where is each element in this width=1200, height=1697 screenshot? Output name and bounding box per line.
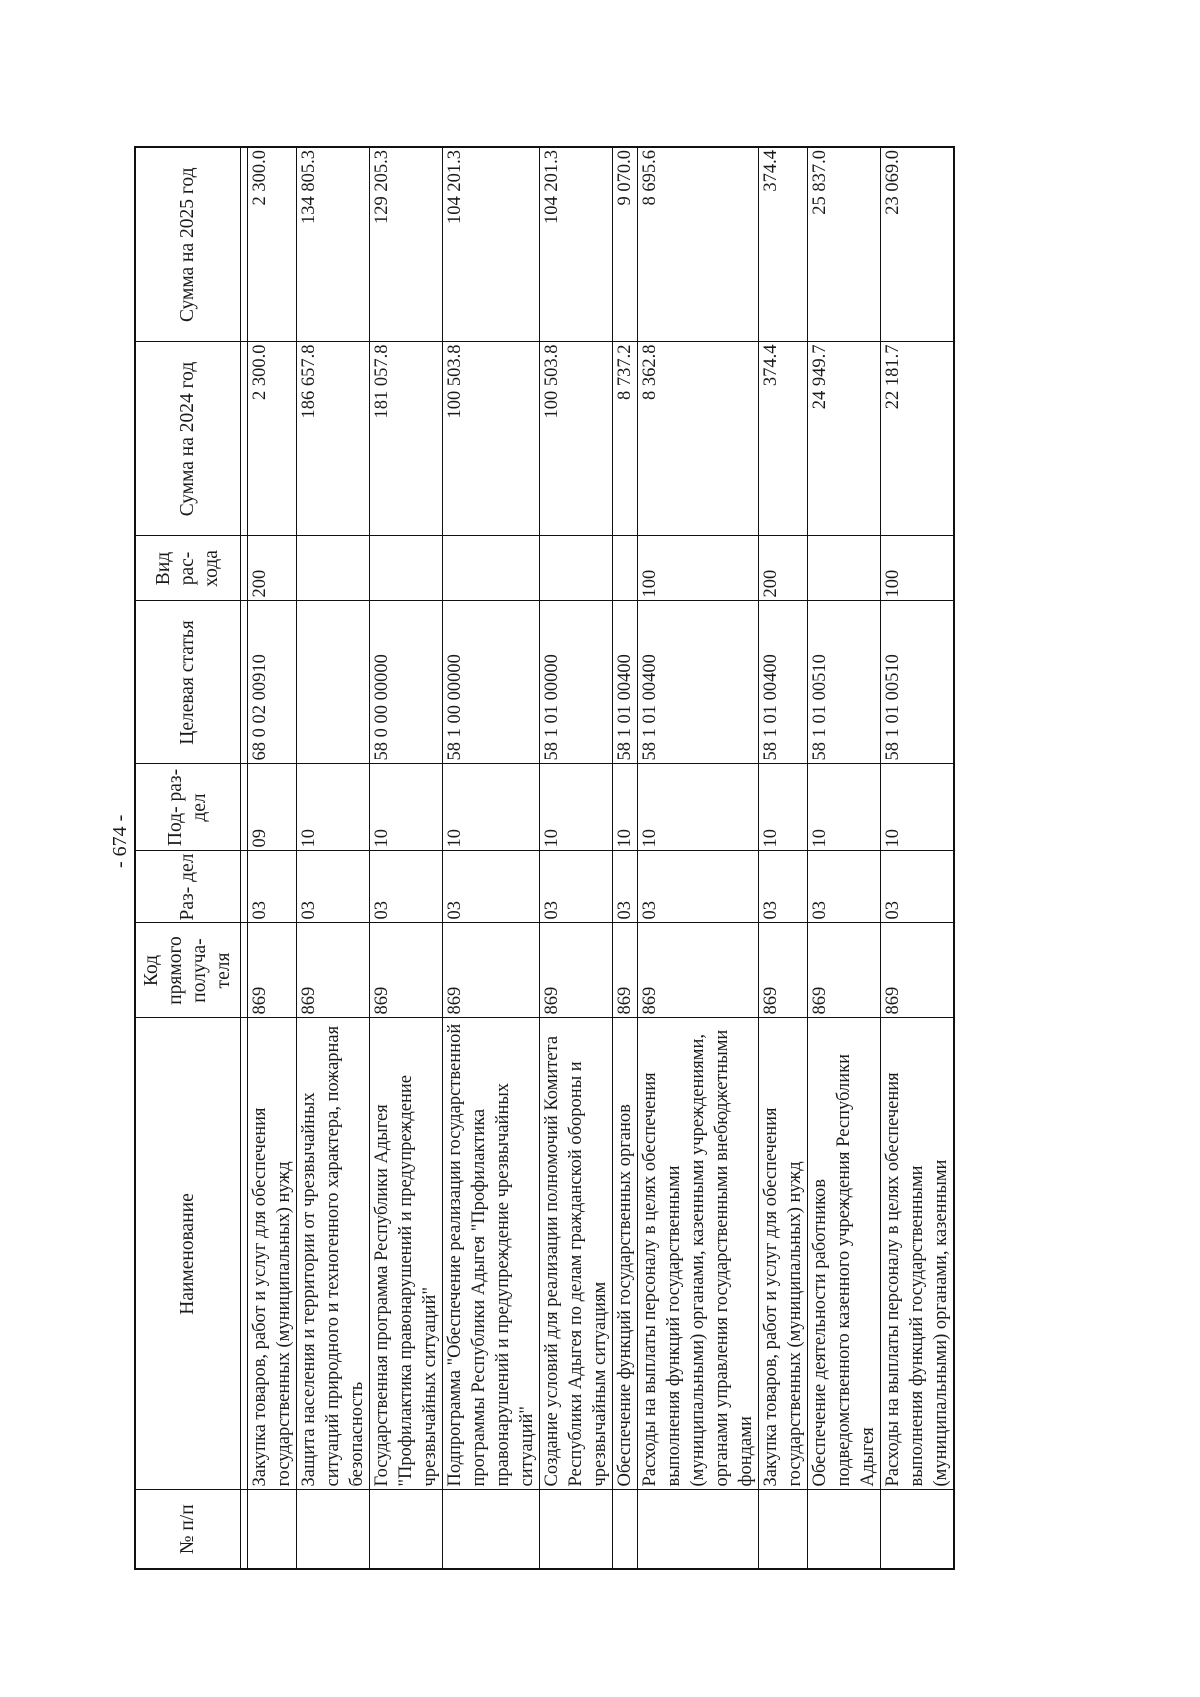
table-header-row [135, 147, 241, 1569]
header-recipient-code: Код прямого получа- теля [135, 923, 241, 1018]
cell-sum-2025: 2 300.0 [248, 147, 297, 342]
header-sum-2025: Сумма на 2025 год [135, 147, 241, 342]
cell-sum-2024: 2 300.0 [248, 342, 297, 536]
cell-expense-type: 200 [759, 536, 808, 601]
cell-no [297, 1490, 370, 1569]
cell-subsection: 10 [297, 764, 370, 851]
header-name: Наименование [135, 1018, 241, 1490]
cell-name: Защита населения и территории от чрезвычайных ситуаций природного и техногенного характера, пожарная безопасность [297, 1018, 370, 1490]
rotated-page-content [134, 148, 1034, 1570]
cell-no [638, 1490, 759, 1569]
cell-subsection: 10 [443, 764, 540, 851]
header-section: Раз- дел [135, 851, 241, 923]
header-sum-2024: Сумма на 2024 год [135, 342, 241, 536]
cell-no [759, 1490, 808, 1569]
cell-name: Обеспечение деятельности работников подведомственного казенного учреждения Республики Адыгея [808, 1018, 881, 1490]
table-row [443, 147, 540, 1569]
cell-sum-2025: 129 205.3 [370, 147, 443, 342]
cell-no [248, 1490, 297, 1569]
cell-expense-type: 100 [881, 536, 955, 601]
cell-no [613, 1490, 638, 1569]
table-row [638, 147, 759, 1569]
cell-sum-2024: 181 057.8 [370, 342, 443, 536]
cell-recipient-code: 869 [297, 923, 370, 1018]
cell-target-article: 58 1 01 00510 [881, 601, 955, 764]
cell-expense-type [540, 536, 613, 601]
cell-recipient-code: 869 [638, 923, 759, 1018]
cell-name: Закупка товаров, работ и услуг для обеспечения государственных (муниципальных) нужд [248, 1018, 297, 1490]
cell-sum-2025: 374.4 [759, 147, 808, 342]
cell-expense-type: 100 [638, 536, 759, 601]
cell-recipient-code: 869 [808, 923, 881, 1018]
header-no: № п/п [135, 1490, 241, 1569]
cell-no [370, 1490, 443, 1569]
cell-sum-2025: 104 201.3 [443, 147, 540, 342]
cell-expense-type [370, 536, 443, 601]
cell-recipient-code: 869 [443, 923, 540, 1018]
cell-target-article: 58 1 01 00400 [759, 601, 808, 764]
cell-recipient-code: 869 [540, 923, 613, 1018]
cell-name: Обеспечение функций государственных органов [613, 1018, 638, 1490]
cell-sum-2024: 8 737.2 [613, 342, 638, 536]
cell-section: 03 [297, 851, 370, 923]
cell-name: Расходы на выплаты персоналу в целях обеспечения выполнения функций государственными (муниципальными) органами, казенными учреждениями, органами управления государственными внебюджетными фондами [638, 1018, 759, 1490]
cell-sum-2025: 104 201.3 [540, 147, 613, 342]
cell-target-article: 58 1 00 00000 [443, 601, 540, 764]
cell-target-article: 58 1 01 00000 [540, 601, 613, 764]
table-row [248, 147, 297, 1569]
cell-sum-2024: 100 503.8 [540, 342, 613, 536]
cell-sum-2024: 374.4 [759, 342, 808, 536]
cell-recipient-code: 869 [881, 923, 955, 1018]
cell-sum-2024: 186 657.8 [297, 342, 370, 536]
table-row [808, 147, 881, 1569]
cell-no [540, 1490, 613, 1569]
cell-sum-2024: 100 503.8 [443, 342, 540, 536]
cell-sum-2025: 23 069.0 [881, 147, 955, 342]
table-row [540, 147, 613, 1569]
cell-name: Подпрограмма "Обеспечение реализации государственной программы Республики Адыгея "Профилактика правонарушений и предупреждение чрезвычайных ситуаций" [443, 1018, 540, 1490]
cell-subsection: 10 [540, 764, 613, 851]
cell-expense-type [613, 536, 638, 601]
cell-section: 03 [638, 851, 759, 923]
table-row [613, 147, 638, 1569]
cell-subsection: 10 [370, 764, 443, 851]
cell-section: 03 [540, 851, 613, 923]
cell-sum-2024: 8 362.8 [638, 342, 759, 536]
cell-target-article: 58 1 01 00400 [613, 601, 638, 764]
cell-target-article: 58 1 01 00400 [638, 601, 759, 764]
cell-expense-type: 200 [248, 536, 297, 601]
cell-no [443, 1490, 540, 1569]
cell-recipient-code: 869 [613, 923, 638, 1018]
cell-section: 03 [881, 851, 955, 923]
cell-expense-type [808, 536, 881, 601]
cell-subsection: 10 [881, 764, 955, 851]
cell-target-article: 58 0 00 00000 [370, 601, 443, 764]
cell-sum-2024: 22 181.7 [881, 342, 955, 536]
cell-name: Создание условий для реализации полномочий Комитета Республики Адыгея по делам гражданской обороны и чрезвычайным ситуациям [540, 1018, 613, 1490]
cell-name: Государственная программа Республики Адыгея "Профилактика правонарушений и предупреждение чрезвычайных ситуаций" [370, 1018, 443, 1490]
cell-subsection: 10 [638, 764, 759, 851]
cell-section: 03 [248, 851, 297, 923]
cell-section: 03 [808, 851, 881, 923]
cell-recipient-code: 869 [759, 923, 808, 1018]
budget-table [134, 146, 955, 1570]
cell-subsection: 10 [613, 764, 638, 851]
header-target-article: Целевая статья [135, 601, 241, 764]
cell-subsection: 10 [759, 764, 808, 851]
cell-sum-2025: 8 695.6 [638, 147, 759, 342]
cell-sum-2024: 24 949.7 [808, 342, 881, 536]
cell-expense-type [297, 536, 370, 601]
table-row [881, 147, 955, 1569]
cell-section: 03 [613, 851, 638, 923]
table-row [297, 147, 370, 1569]
cell-target-article: 68 0 02 00910 [248, 601, 297, 764]
cell-subsection: 10 [808, 764, 881, 851]
cell-target-article: 58 1 01 00510 [808, 601, 881, 764]
cell-no [881, 1490, 955, 1569]
cell-target-article [297, 601, 370, 764]
table-row [370, 147, 443, 1569]
cell-sum-2025: 9 070.0 [613, 147, 638, 342]
cell-name: Расходы на выплаты персоналу в целях обеспечения выполнения функций государственными (муниципальными) органами, казенными [881, 1018, 955, 1490]
cell-sum-2025: 134 805.3 [297, 147, 370, 342]
cell-section: 03 [443, 851, 540, 923]
cell-subsection: 09 [248, 764, 297, 851]
cell-section: 03 [759, 851, 808, 923]
cell-section: 03 [370, 851, 443, 923]
cell-recipient-code: 869 [248, 923, 297, 1018]
cell-name: Закупка товаров, работ и услуг для обеспечения государственных (муниципальных) нужд [759, 1018, 808, 1490]
table-row [759, 147, 808, 1569]
cell-expense-type [443, 536, 540, 601]
page-number: - 674 - [109, 814, 131, 868]
cell-sum-2025: 25 837.0 [808, 147, 881, 342]
header-expense-type: Вид рас- хода [135, 536, 241, 601]
cell-recipient-code: 869 [370, 923, 443, 1018]
header-subsection: Под- раз- дел [135, 764, 241, 851]
header-spacer-row [241, 147, 248, 1569]
cell-no [808, 1490, 881, 1569]
